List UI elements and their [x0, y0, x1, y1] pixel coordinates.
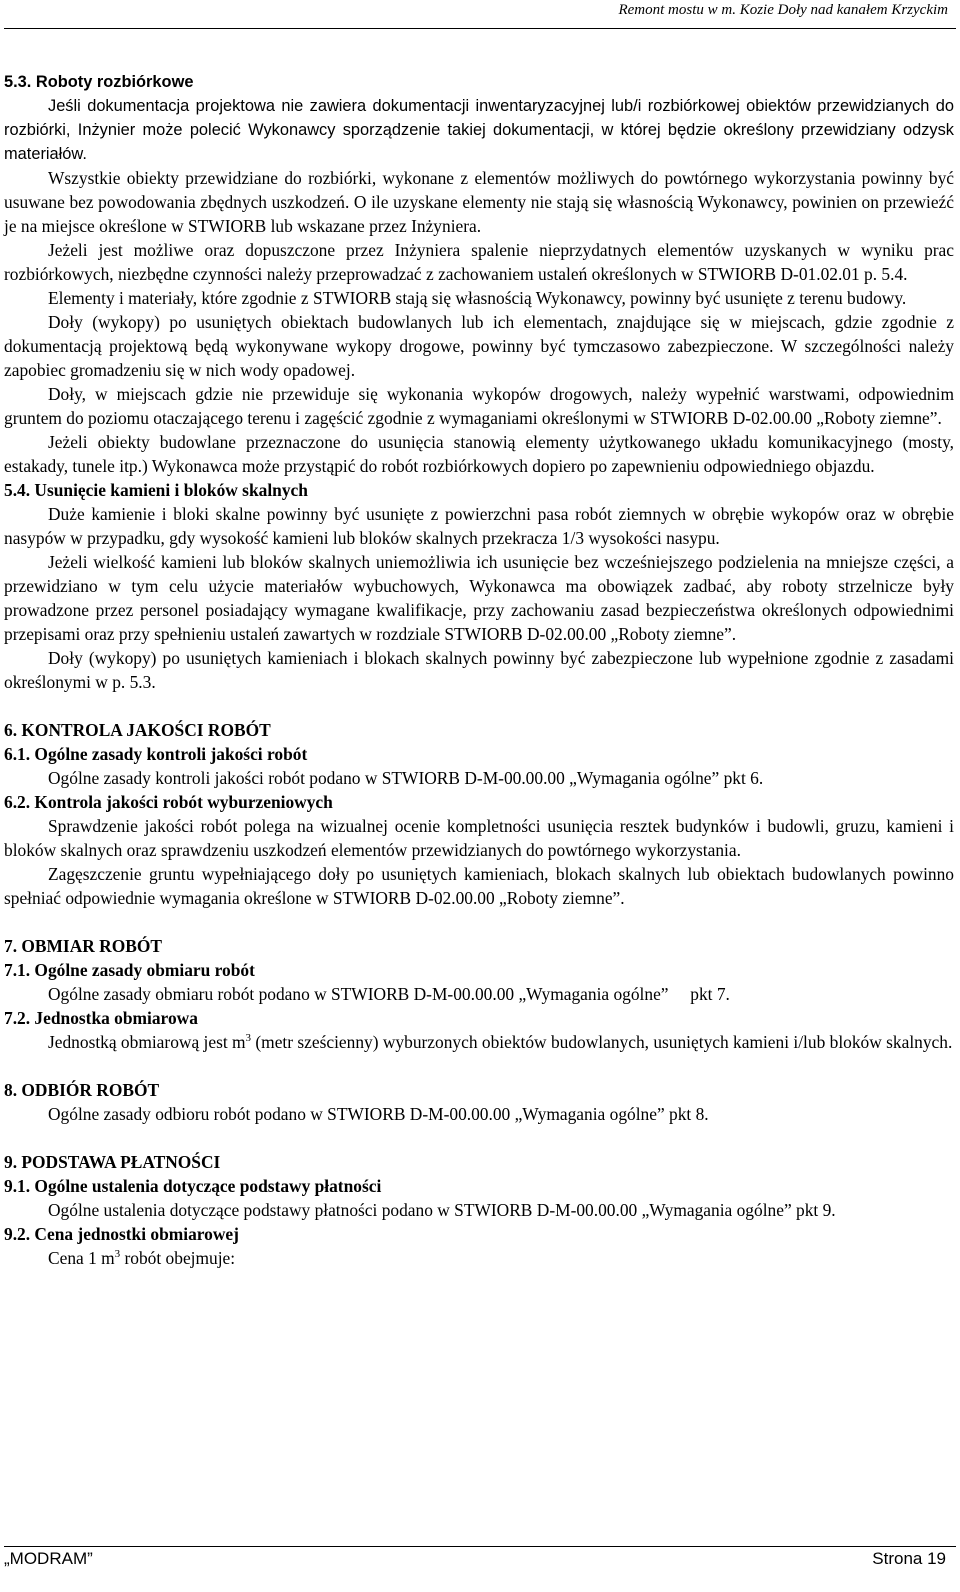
spacer [4, 1054, 954, 1078]
section-9-2-title: 9.2. Cena jednostki obmiarowej [4, 1224, 239, 1244]
superscript: 3 [114, 1248, 121, 1261]
paragraph: Jeżeli obiekty budowlane przeznaczone do usunięcia stanowią elementy użytkowanego układu komunikacyjnego (mosty, estakady, tunele itp.) Wykonawca może przystąpić do robót rozbiórkowych dopiero po zapewnieniu odpowiedniego objazdu. [4, 432, 954, 476]
paragraph: Jeżeli jest możliwe oraz dopuszczone przez Inżyniera spalenie nieprzydatnych elementów uzyskanych w wyniku prac rozbiórkowych, niezbędne czynności należy przeprowadzać z zachowaniem ustaleń określonych w STWIORB D-01.02.01 p. 5.4. [4, 240, 954, 284]
footer-company: „MODRAM” [4, 1549, 93, 1568]
text-run: Jednostką obmiarową jest m [48, 1032, 246, 1052]
spacer [4, 1126, 954, 1150]
paragraph: Wszystkie obiekty przewidziane do rozbiórki, wykonane z elementów możliwych do powtórnego wykorzystania powinny być usuwane bez powodowania zbędnych uszkodzeń. O ile uzyskane elementy nie stają się własnością Wykonawcy, powinien on przewieźć je na miejsce określone w STWIORB lub wskazane przez Inżyniera. [4, 168, 954, 236]
paragraph: Sprawdzenie jakości robót polega na wizualnej ocenie kompletności usunięcia resztek budynków i budowli, gruzu, kamieni i bloków skalnych oraz sprawdzeniu uszkodzeń elementów przewidzianych do powtórnego wykorzystania. [4, 816, 954, 860]
section-5-4-title: 5.4. Usunięcie kamieni i bloków skalnych [4, 480, 308, 500]
text-run: robót obejmuje: [120, 1248, 236, 1268]
paragraph: Duże kamienie i bloki skalne powinny być usunięte z powierzchni pasa robót ziemnych w obrębie wykopów oraz w obrębie nasypów w przypadku, gdy wysokość kamieni lub bloków skalnych przekracza 1/3 wysokości nasypu. [4, 504, 954, 548]
paragraph: Ogólne zasady kontroli jakości robót podano w STWIORB D-M-00.00.00 „Wymagania ogólne” pkt 6. [48, 768, 764, 788]
running-header: Remont mostu w m. Kozie Doły nad kanałem Krzyckim [618, 2, 948, 18]
section-7-1-title: 7.1. Ogólne zasady obmiaru robót [4, 960, 255, 980]
footer-divider [4, 1546, 956, 1547]
header-divider [4, 28, 956, 29]
superscript: 3 [245, 1032, 252, 1045]
section-6-1-title: 6.1. Ogólne zasady kontroli jakości robót [4, 744, 308, 764]
paragraph: Zagęszczenie gruntu wypełniającego doły po usuniętych kamieniach, blokach skalnych lub obiektach budowlanych powinno spełniać odpowiednie wymagania określone w STWIORB D-02.00.00 „Roboty ziemne”. [4, 864, 954, 908]
section-6-2-title: 6.2. Kontrola jakości robót wyburzeniowych [4, 792, 333, 812]
document-body [4, 70, 954, 1270]
section-9-title: 9. PODSTAWA PŁATNOŚCI [4, 1152, 221, 1172]
section-7-title: 7. OBMIAR ROBÓT [4, 936, 162, 956]
section-5-3-title: 5.3. Roboty rozbiórkowe [4, 73, 194, 91]
paragraph: Jeżeli wielkość kamieni lub bloków skalnych uniemożliwia ich usunięcie bez wcześniejszego podzielenia na mniejsze części, a przewidziano w tym celu użycie materiałów wybuchowych, Wykonawca ma obowiązek zadbać, aby roboty strzelnicze były prowadzone przez personel posiadający wymagane kwalifikacje, przy zachowaniu zasad bezpieczeństwa określonych odpowiednimi przepisami oraz przy spełnieniu ustaleń zawartych w rozdziale STWIORB D-02.00.00 „Roboty ziemne”. [4, 552, 954, 644]
section-9-1-title: 9.1. Ogólne ustalenia dotyczące podstawy płatności [4, 1176, 382, 1196]
paragraph: Elementy i materiały, które zgodnie z STWIORB stają się własnością Wykonawcy, powinny być usunięte z terenu budowy. [48, 288, 907, 308]
page-number: Strona 19 [872, 1549, 946, 1568]
paragraph: Ogólne ustalenia dotyczące podstawy płatności podano w STWIORB D-M-00.00.00 „Wymagania ogólne” pkt 9. [48, 1200, 836, 1220]
paragraph [4, 1246, 954, 1270]
paragraph: Ogólne zasady odbioru robót podano w STWIORB D-M-00.00.00 „Wymagania ogólne” pkt 8. [48, 1104, 709, 1124]
spacer [4, 910, 954, 934]
paragraph: Ogólne zasady obmiaru robót podano w STWIORB D-M-00.00.00 „Wymagania ogólne” pkt 7. [48, 984, 730, 1004]
paragraph: Doły, w miejscach gdzie nie przewiduje się wykonania wykopów drogowych, należy wypełnić warstwami, odpowiednim gruntem do poziomu otaczającego terenu i zagęścić zgodnie z wymaganiami określonymi w STWIORB D-02.00.00 „Roboty ziemne”. [4, 384, 954, 428]
paragraph [4, 1030, 954, 1054]
section-6-title: 6. KONTROLA JAKOŚCI ROBÓT [4, 720, 271, 740]
section-8-title: 8. ODBIÓR ROBÓT [4, 1080, 160, 1100]
paragraph: Jeśli dokumentacja projektowa nie zawiera dokumentacji inwentaryzacyjnej lub/i rozbiórkowej obiektów przewidzianych do rozbiórki, Inżynier może polecić Wykonawcy sporządzenie takiej dokumentacji, w której będzie określony przewidziany odzysk materiałów. [4, 97, 954, 163]
spacer [4, 694, 954, 718]
text-run: (metr sześcienny) wyburzonych obiektów budowlanych, usuniętych kamieni i/lub bloków skalnych. [251, 1032, 953, 1052]
paragraph: Doły (wykopy) po usuniętych kamieniach i blokach skalnych powinny być zabezpieczone lub wypełnione zgodnie z zasadami określonymi w p. 5.3. [4, 648, 954, 692]
text-run: Cena 1 m [48, 1248, 115, 1268]
section-7-2-title: 7.2. Jednostka obmiarowa [4, 1008, 198, 1028]
paragraph: Doły (wykopy) po usuniętych obiektach budowlanych lub ich elementach, znajdujące się w miejscach, gdzie zgodnie z dokumentacją projektową będą wykonywane wykopy drogowe, powinny być tymczasowo zabezpieczone. W szczególności należy zapobiec gromadzeniu się w nich wody opadowej. [4, 312, 954, 380]
